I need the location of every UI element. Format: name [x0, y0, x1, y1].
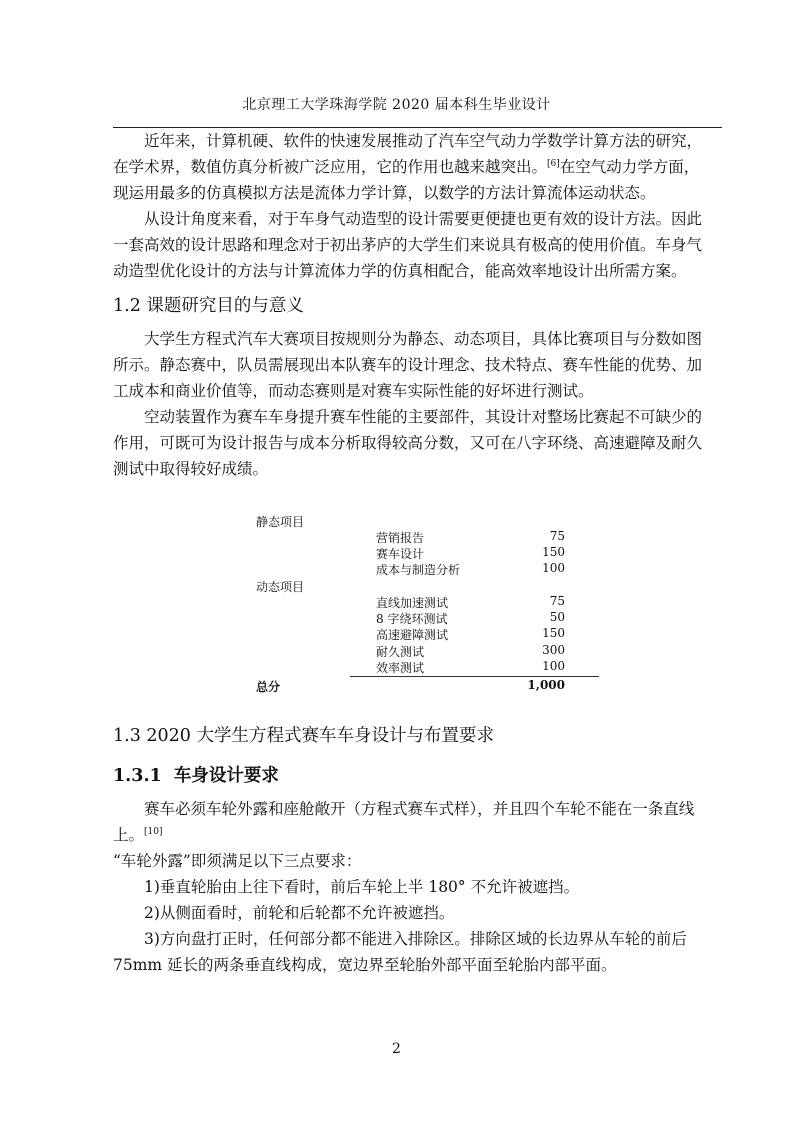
table-row: [254, 594, 599, 610]
table-row: [254, 626, 599, 642]
section-1-2-paragraph-1: [113, 326, 722, 404]
dynamic-section-label: 动态项目: [256, 580, 305, 594]
requirement-3: 3)方向盘打正时，任何部分都不能进入排除区。排除区域的长边界从车轮的前后: [144, 930, 687, 948]
total-score: 1,000: [527, 678, 565, 692]
text-line: 大学生方程式汽车大赛项目按规则分为静态、动态项目，具体比赛项目与分数如图: [144, 330, 703, 348]
item-score: 150: [542, 626, 565, 640]
text-line: 一套高效的设计思路和理念对于初出茅庐的大学生们来说具有极高的使用价值。车身气: [113, 236, 703, 254]
requirement-2: 2)从侧面看时，前轮和后轮都不允许被遮挡。: [144, 904, 455, 922]
item-name: 8 字绕环测试: [376, 612, 448, 626]
section-1-3-1-paragraph: [113, 796, 722, 978]
total-label: 总分: [256, 680, 281, 694]
total-divider: [350, 676, 599, 677]
table-section-row: [254, 513, 599, 529]
text-span: 上。: [113, 826, 145, 844]
item-score: 75: [549, 529, 565, 543]
intro-paragraph-2: [113, 206, 722, 284]
item-name: 直线加速测试: [376, 596, 449, 610]
table-row: [254, 643, 599, 659]
section-heading-1-3: 1.3 2020 大学生方程式赛车车身设计与布置要求: [113, 726, 494, 746]
table-row: [254, 610, 599, 626]
item-score: 150: [542, 545, 565, 559]
page-header: 北京理工大学珠海学院 2020 届本科生毕业设计: [242, 97, 551, 113]
text-line: 所示。静态赛中，队员需展现出本队赛车的设计理念、技术特点、赛车性能的优势、加: [113, 356, 703, 374]
heading-text: 车身设计要求: [173, 766, 279, 786]
page-number: 2: [392, 1041, 401, 1057]
text-line: 赛车必须车轮外露和座舱敞开（方程式赛车式样），并且四个车轮不能在一条直线: [144, 800, 695, 818]
text-line: 现运用最多的仿真模拟方法是流体力学计算，以数学的方法计算流体运动状态。: [113, 184, 656, 202]
text-line: [113, 822, 722, 848]
text-span: 在学术界，数值仿真分析被广泛应用，它的作用也越来越突出。: [113, 158, 548, 176]
item-score: 100: [542, 659, 565, 673]
section-1-2-paragraph-2: [113, 404, 722, 482]
section-heading-1-2: 1.2 课题研究目的与意义: [113, 296, 304, 316]
text-span: 在空气动力学方面，: [559, 158, 700, 176]
item-name: 耐久测试: [376, 645, 425, 659]
table-row: [254, 529, 599, 545]
item-score: 300: [542, 643, 565, 657]
item-name: 效率测试: [376, 661, 425, 675]
table-row: [254, 659, 599, 675]
text-line: 近年来，计算机硬、软件的快速发展推动了汽车空气动力学数学计算方法的研究，: [144, 132, 703, 150]
table-section-row: [254, 578, 599, 594]
item-name: 成本与制造分析: [376, 563, 461, 577]
text-line: 作用，可既可为设计报告与成本分析取得较高分数，又可在八字环绕、高速避障及耐久: [113, 434, 703, 452]
item-name: 高速避障测试: [376, 628, 449, 642]
intro-paragraph-1: [113, 128, 722, 206]
text-line: “车轮外露”即须满足以下三点要求：: [113, 852, 362, 870]
item-score: 75: [549, 594, 565, 608]
text-line: 75mm 延长的两条垂直线构成，宽边界至轮胎外部平面至轮胎内部平面。: [113, 956, 617, 974]
text-line: [113, 154, 722, 180]
table-total-row: [254, 678, 599, 694]
requirement-1: 1)垂直轮胎由上往下看时，前后车轮上半 180° 不允许被遮挡。: [144, 878, 580, 896]
item-score: 50: [549, 610, 565, 624]
table-row: [254, 561, 599, 577]
text-line: 从设计角度来看，对于车身气动造型的设计需要更便捷也更有效的设计方法。因此: [144, 210, 703, 228]
text-line: 空动装置作为赛车车身提升赛车性能的主要部件，其设计对整场比赛起不可缺少的: [144, 408, 703, 426]
text-line: 测试中取得较好成绩。: [113, 460, 269, 478]
table-row: [254, 545, 599, 561]
item-name: 赛车设计: [376, 547, 425, 561]
citation-ref: [10]: [144, 827, 163, 837]
citation-ref: [6]: [547, 159, 560, 169]
item-name: 营销报告: [376, 531, 425, 545]
text-line: 工成本和商业价值等，而动态赛则是对赛车实际性能的好坏进行测试。: [113, 382, 594, 400]
static-section-label: 静态项目: [256, 515, 305, 529]
text-line: 动造型优化设计的方法与计算流体力学的仿真相配合，能高效率地设计出所需方案。: [113, 262, 687, 280]
item-score: 100: [542, 561, 565, 575]
section-heading-1-3-1: [113, 762, 279, 787]
heading-number: 1.3.1: [113, 766, 162, 786]
